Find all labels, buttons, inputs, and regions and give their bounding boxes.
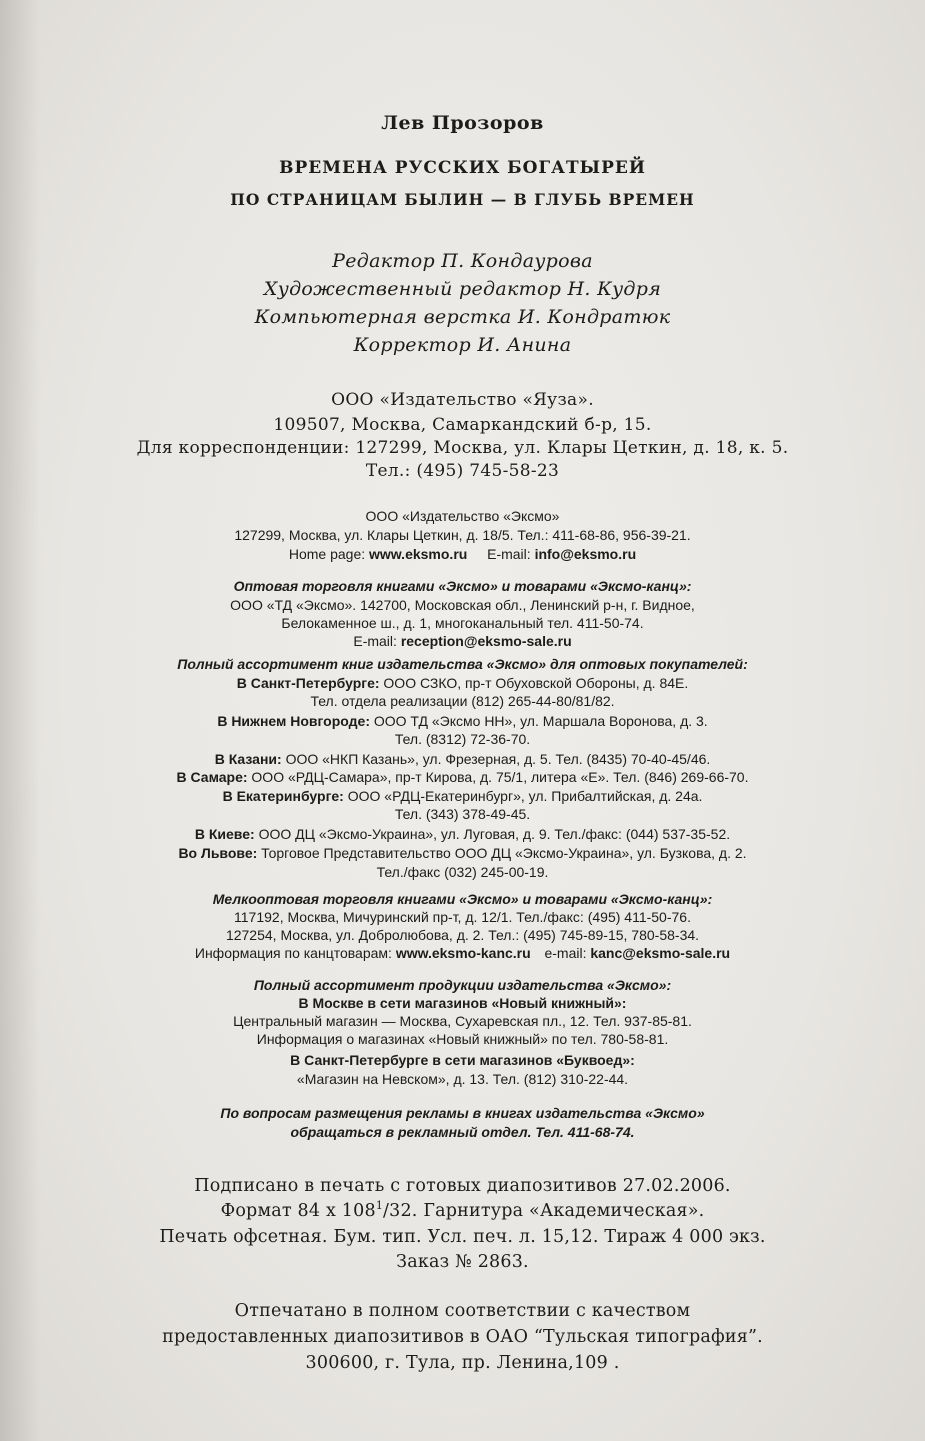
- kanc-info-label: Информация по канцтоварам:: [194, 945, 392, 961]
- regions-heading: Полный ассортимент книг издательства «Эксмо» для оптовых покупателей:: [177, 656, 748, 672]
- retail-spb-line: «Магазин на Невском», д. 13. Тел. (812) 310-22-44.: [296, 1071, 629, 1087]
- credit-proofreader: Корректор И. Анина: [353, 334, 572, 356]
- wholesale-line2: Белокаменное ш., д. 1, многоканальный тел. 411-50-74.: [281, 615, 644, 631]
- book-title: ВРЕМЕНА РУССКИХ БОГАТЫРЕЙ: [279, 158, 646, 178]
- region-ekb-text: ООО «РДЦ-Екатеринбург», ул. Прибалтийская, д. 24а.: [347, 788, 703, 804]
- small-wholesale-info: [0, 945, 925, 961]
- small-wholesale-line1: 117192, Москва, Мичуринский пр-т, д. 12/1. Тел./факс: (495) 411-50-76.: [234, 909, 691, 925]
- region-nn-phone: Тел. (8312) 72-36-70.: [394, 731, 531, 747]
- yauza-phone: Тел.: (495) 745-58-23: [365, 461, 560, 481]
- yauza-address: 109507, Москва, Самаркандский б-р, 15.: [273, 415, 652, 435]
- region-kazan: [0, 751, 925, 767]
- kanc-email-label: e-mail:: [544, 945, 587, 961]
- wholesale-email: [0, 633, 925, 649]
- region-lviv: [0, 845, 925, 861]
- ads-line1: По вопросам размещения рекламы в книгах издательства «Эксмо»: [220, 1105, 705, 1121]
- region-lviv-phone: Тел./факс (032) 245-00-19.: [376, 864, 549, 880]
- home-page-link[interactable]: www.eksmo.ru: [369, 546, 468, 562]
- yauza-name: ООО «Издательство «Яуза».: [331, 390, 594, 410]
- wholesale-email-link[interactable]: reception@eksmo-sale.ru: [400, 633, 572, 649]
- region-lviv-text: Торговое Представительство ООО ДЦ «Эксмо-Украина», ул. Бузкова, д. 2.: [261, 845, 747, 861]
- region-nn: [0, 713, 925, 729]
- region-ekb-label: В Екатеринбурге:: [222, 788, 344, 804]
- wholesale-line1: ООО «ТД «Эксмо». 142700, Московская обл., Ленинский р-н, г. Видное,: [230, 597, 695, 613]
- imprint-format: [0, 1201, 925, 1221]
- region-samara-label: В Самаре:: [176, 769, 248, 785]
- region-spb-text: ООО СЗКО, пр-т Обуховской Обороны, д. 84Е.: [383, 675, 689, 691]
- author-name: Лев Прозоров: [381, 112, 544, 134]
- region-samara-text: ООО «РДЦ-Самара», пр-т Кирова, д. 75/1, литера «Е». Тел. (846) 269-66-70.: [251, 769, 749, 785]
- retail-heading: Полный ассортимент продукции издательства «Эксмо»:: [253, 977, 672, 993]
- region-kiev-label: В Киеве:: [194, 826, 255, 842]
- printer-line3: 300600, г. Тула, пр. Ленина,109 .: [305, 1353, 620, 1373]
- eksmo-address: 127299, Москва, ул. Клары Цеткин, д. 18/5. Тел.: 411-68-86, 956-39-21.: [234, 527, 691, 543]
- imprint-order: Заказ № 2863.: [396, 1252, 529, 1272]
- retail-moscow-heading: В Москве в сети магазинов «Новый книжный»:: [298, 995, 627, 1011]
- region-nn-text: ООО ТД «Эксмо НН», ул. Маршала Воронова, д. 3.: [373, 713, 708, 729]
- region-ekb: [0, 788, 925, 804]
- retail-moscow-line2: Информация о магазинах «Новый книжный» по тел. 780-58-81.: [256, 1031, 669, 1047]
- yauza-correspondence: Для корреспонденции: 127299, Москва, ул. Клары Цеткин, д. 18, к. 5.: [136, 438, 789, 458]
- region-lviv-label: Во Львове:: [178, 845, 258, 861]
- imprint-format-a: Формат 84 х 108: [220, 1201, 376, 1221]
- credit-layout: Компьютерная верстка И. Кондратюк: [254, 306, 671, 328]
- small-wholesale-line2: 127254, Москва, ул. Добролюбова, д. 2. Тел.: (495) 745-89-15, 780-58-34.: [225, 927, 700, 943]
- region-spb: [0, 675, 925, 691]
- printer-line2: предоставленных диапозитивов в ОАО “Тульская типография”.: [162, 1327, 763, 1347]
- region-nn-label: В Нижнем Новгороде:: [217, 713, 370, 729]
- region-kiev-text: ООО ДЦ «Эксмо-Украина», ул. Луговая, д. 9. Тел./факс: (044) 537-35-52.: [258, 826, 731, 842]
- credit-art-editor: Художественный редактор Н. Кудря: [263, 278, 662, 300]
- kanc-email-link[interactable]: kanc@eksmo-sale.ru: [590, 945, 731, 961]
- eksmo-web: [0, 546, 925, 562]
- region-spb-label: В Санкт-Петербурге:: [236, 675, 380, 691]
- imprint-format-sup: 1: [375, 1199, 384, 1213]
- ads-line2: обращаться в рекламный отдел. Тел. 411-68-74.: [290, 1124, 635, 1140]
- kanc-site-link[interactable]: www.eksmo-kanc.ru: [395, 945, 531, 961]
- imprint-signed: Подписано в печать с готовых диапозитивов 27.02.2006.: [194, 1176, 731, 1196]
- wholesale-heading: Оптовая торговля книгами «Эксмо» и товарами «Эксмо-канц»:: [233, 578, 692, 594]
- region-ekb-phone: Тел. (343) 378-49-45.: [394, 806, 531, 822]
- book-subtitle: ПО СТРАНИЦАМ БЫЛИН — В ГЛУБЬ ВРЕМЕН: [230, 190, 695, 209]
- credit-editor: Редактор П. Кондаурова: [332, 250, 593, 272]
- retail-spb-heading: В Санкт-Петербурге в сети магазинов «Буквоед»:: [290, 1052, 635, 1068]
- retail-moscow-line1: Центральный магазин — Москва, Сухаревская пл., 12. Тел. 937-85-81.: [233, 1013, 692, 1029]
- region-kazan-text: ООО «НКП Казань», ул. Фрезерная, д. 5. Тел. (8435) 70-40-45/46.: [285, 751, 711, 767]
- eksmo-name: ООО «Издательство «Эксмо»: [365, 508, 560, 524]
- small-wholesale-heading: Мелкооптовая торговля книгами «Эксмо» и товарами «Эксмо-канц»:: [212, 891, 713, 907]
- email-link[interactable]: info@eksmo.ru: [534, 546, 637, 562]
- email-label: E-mail:: [487, 546, 531, 562]
- region-kazan-label: В Казани:: [214, 751, 282, 767]
- region-samara: [0, 769, 925, 785]
- imprint-format-b: /32. Гарнитура «Академическая».: [383, 1201, 705, 1221]
- region-spb-phone: Тел. отдела реализации (812) 265-44-80/81/82.: [310, 693, 615, 709]
- home-page-label: Home page:: [288, 546, 366, 562]
- region-kiev: [0, 826, 925, 842]
- wholesale-email-label: E-mail:: [353, 633, 397, 649]
- printer-line1: Отпечатано в полном соответствии с качеством: [234, 1301, 691, 1321]
- imprint-print: Печать офсетная. Бум. тип. Усл. печ. л. 15,12. Тираж 4 000 экз.: [159, 1227, 766, 1247]
